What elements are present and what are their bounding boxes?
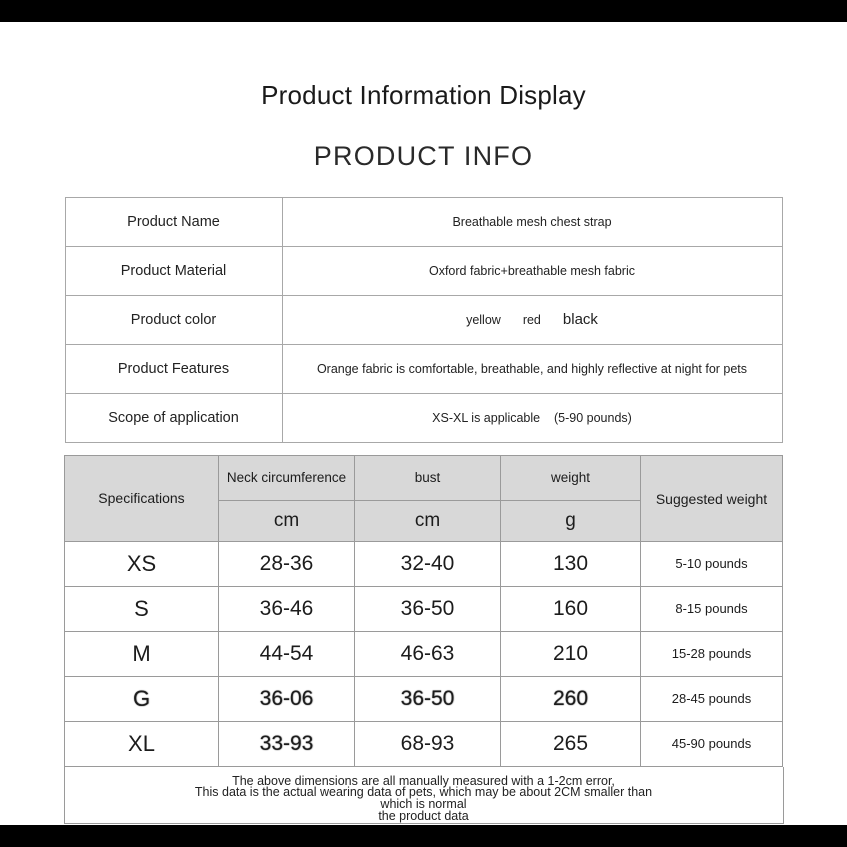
size-header-row-1 <box>65 456 783 501</box>
neck-value: 44-54 <box>219 632 355 677</box>
size-label: M <box>65 632 219 677</box>
bust-value: 36-50 <box>355 677 501 722</box>
size-chart-table <box>64 455 783 767</box>
header-bust: bust <box>355 456 501 501</box>
table-row <box>65 247 782 296</box>
letterbox-bottom <box>0 825 847 847</box>
footnote-line-3: which is normal <box>380 797 467 811</box>
weight-value: 210 <box>501 632 641 677</box>
product-info-page <box>0 22 847 825</box>
info-label-text: Scope of application <box>108 409 239 426</box>
color-red: red <box>522 313 541 328</box>
suggested-value: 28-45 pounds <box>641 677 783 722</box>
header-neck: Neck circumference <box>219 456 355 501</box>
measurement-footnote <box>64 767 784 824</box>
table-row <box>65 296 782 345</box>
product-info-table <box>65 197 783 443</box>
unit-weight: g <box>501 501 641 542</box>
info-value: Breathable mesh chest strap <box>282 198 782 247</box>
table-row <box>65 394 782 443</box>
neck-value: 33-93 <box>219 722 355 767</box>
weight-value: 130 <box>501 542 641 587</box>
color-yellow: yellow <box>466 313 501 328</box>
neck-value: 28-36 <box>219 542 355 587</box>
weight-value: 265 <box>501 722 641 767</box>
weight-value: 160 <box>501 587 641 632</box>
suggested-value: 15-28 pounds <box>641 632 783 677</box>
table-row <box>65 587 783 632</box>
size-label: G <box>65 677 219 722</box>
footnote-line-2: This data is the actual wearing data of pets, which may be about 2CM smaller than <box>194 785 653 799</box>
page-title: Product Information Display <box>261 80 586 110</box>
info-value: XS-XL is applicable (5-90 pounds) <box>282 394 782 443</box>
table-row <box>65 345 782 394</box>
unit-bust: cm <box>355 501 501 542</box>
info-label <box>65 394 282 443</box>
size-label: XS <box>65 542 219 587</box>
bust-value: 46-63 <box>355 632 501 677</box>
info-label: Product Material <box>65 247 282 296</box>
size-label: S <box>65 587 219 632</box>
table-row <box>65 198 782 247</box>
header-specifications: Specifications <box>65 456 219 542</box>
table-row <box>65 542 783 587</box>
page-subtitle: PRODUCT INFO <box>313 141 534 171</box>
info-value: Oxford fabric+breathable mesh fabric <box>282 247 782 296</box>
bust-value: 32-40 <box>355 542 501 587</box>
color-black: black <box>562 311 598 329</box>
letterbox-top <box>0 0 847 22</box>
neck-value: 36-46 <box>219 587 355 632</box>
info-label: Product color <box>65 296 282 345</box>
weight-value: 260 <box>501 677 641 722</box>
size-label: XL <box>65 722 219 767</box>
suggested-value: 8-15 pounds <box>641 587 783 632</box>
suggested-value: 45-90 pounds <box>641 722 783 767</box>
info-label: Product Features <box>65 345 282 394</box>
table-row <box>65 632 783 677</box>
footnote-line-4: the product data <box>378 809 469 823</box>
table-row <box>65 722 783 767</box>
header-weight: weight <box>501 456 641 501</box>
footnote-line-1: The above dimensions are all manually measured with a 1-2cm error, <box>232 774 615 788</box>
unit-neck: cm <box>219 501 355 542</box>
neck-value: 36-06 <box>219 677 355 722</box>
bust-value: 68-93 <box>355 722 501 767</box>
bust-value: 36-50 <box>355 587 501 632</box>
info-label: Product Name <box>65 198 282 247</box>
info-value-colors <box>282 296 782 345</box>
info-value: Orange fabric is comfortable, breathable, and highly reflective at night for pets <box>282 345 782 394</box>
suggested-value: 5-10 pounds <box>641 542 783 587</box>
table-row <box>65 677 783 722</box>
header-suggested-weight: Suggested weight <box>641 456 783 542</box>
